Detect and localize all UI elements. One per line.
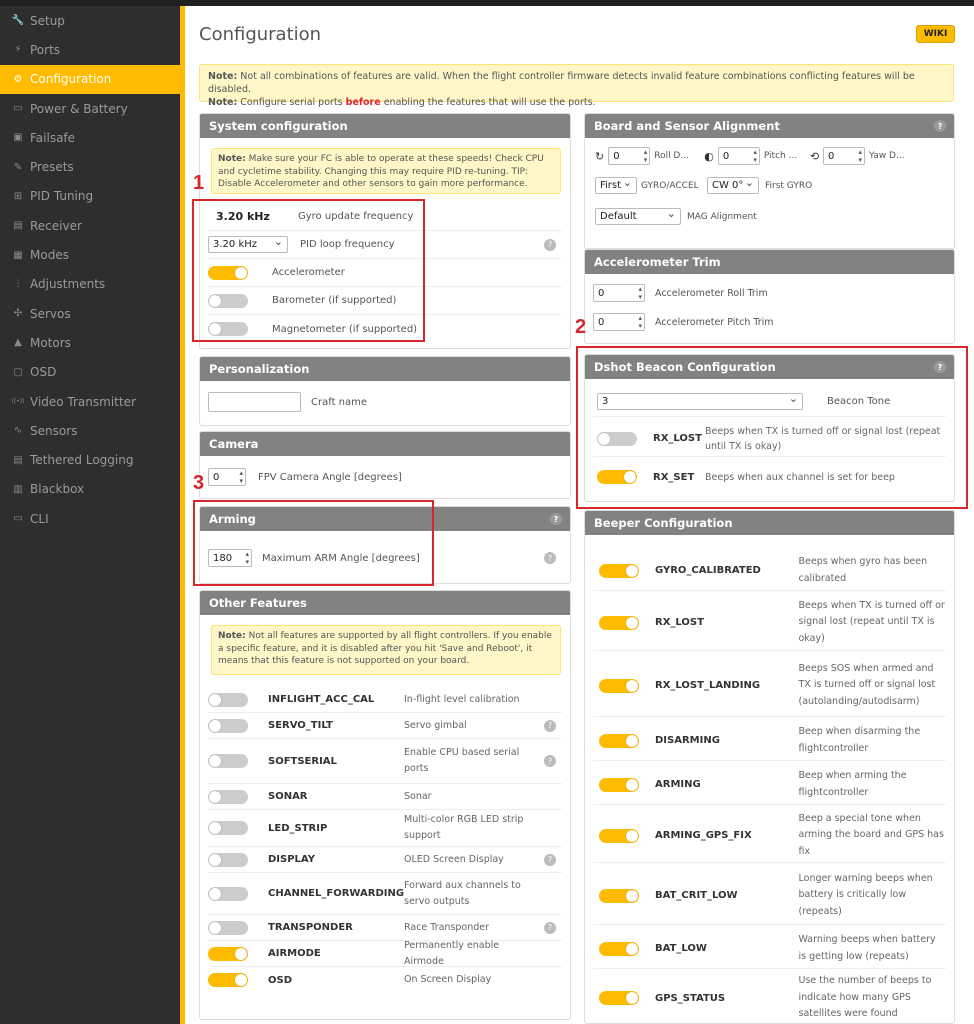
camera-angle-label: FPV Camera Angle [degrees]	[258, 471, 402, 483]
beeper-name: BAT_CRIT_LOW	[655, 890, 738, 901]
sidebar-item-pid-tuning[interactable]	[0, 182, 180, 211]
feature-row	[208, 873, 562, 915]
feature-name: SERVO_TILT	[268, 720, 333, 731]
pid-loop-value: 3.20 kHz	[213, 239, 258, 250]
beeper-description: Use the number of beeps to indicate how many GPS satellites were found	[798, 975, 932, 1020]
craft-name-input[interactable]	[208, 392, 301, 412]
panel-header	[200, 114, 570, 138]
wiki-button[interactable]: WIKI	[916, 25, 955, 43]
acc-pitch-trim-input[interactable]	[593, 313, 645, 331]
beeper-row	[593, 973, 946, 1023]
failsafe-icon: ▣	[13, 132, 23, 144]
sidebar-item-blackbox[interactable]	[0, 475, 180, 504]
sidebar-item-osd[interactable]	[0, 358, 180, 387]
note-text-2-pre: Configure serial ports	[240, 97, 343, 108]
arm-angle-input[interactable]	[208, 549, 252, 567]
presets-icon: ✎	[13, 161, 23, 173]
first-gyro-label: First GYRO	[765, 180, 813, 191]
gyro-update-value: 3.20 kHz	[216, 210, 270, 223]
system-note-text: Make sure your FC is able to operate at these speeds! Check CPU and cycletime stability. Changing this may require PID re-tuning. TIP: Disable Accelerometer and other sensors to gain more performance.	[218, 154, 544, 189]
note-text-2-post: enabling the features that will use the ports.	[383, 97, 596, 108]
feature-description: OLED Screen Display	[404, 853, 504, 865]
feature-name: DISPLAY	[268, 854, 315, 865]
other-features-note-text: Not all features are supported by all flight controllers. If you enable a specific feature, and it is disabled after you hit 'Save and Reboot', it means that this feature is not supported on your board.	[218, 631, 552, 666]
sidebar-item-label: OSD	[30, 365, 57, 380]
yaw-input[interactable]	[823, 147, 865, 165]
feature-row	[208, 713, 562, 739]
beeper-toggle[interactable]	[599, 991, 639, 1005]
servo-icon: ✣	[13, 308, 23, 320]
sidebar-item-sensors[interactable]	[0, 416, 180, 445]
pitch-input[interactable]	[718, 147, 760, 165]
sidebar-item-tethered-logging[interactable]	[0, 445, 180, 474]
feature-row	[208, 847, 562, 873]
panel-title: Dshot Beacon Configuration	[594, 360, 776, 374]
dshot-name: RX_LOST	[653, 433, 702, 444]
receiver-icon: ▤	[13, 220, 23, 232]
beeper-description: Longer warning beeps when battery is critically low (repeats)	[798, 872, 933, 917]
system-note	[211, 148, 561, 194]
yaw-label: Yaw D...	[869, 151, 905, 161]
feature-row	[208, 810, 562, 847]
help-icon[interactable]: ?	[550, 513, 562, 525]
beeper-description: Beep a special tone when arming the board and GPS has fix	[798, 812, 944, 857]
sidebar-item-label: Setup	[30, 13, 65, 28]
beeper-configuration-panel	[584, 510, 955, 1024]
annotation-label-1: 1	[193, 172, 205, 194]
beeper-row	[593, 929, 946, 969]
sidebar	[0, 6, 180, 1024]
sidebar-item-label: Tethered Logging	[30, 453, 134, 468]
panel-header	[200, 591, 570, 615]
sidebar-item-ports[interactable]	[0, 35, 180, 64]
beeper-toggle[interactable]	[599, 564, 639, 578]
battery-icon: ▭	[13, 103, 23, 115]
feature-name: SONAR	[268, 791, 308, 802]
sidebar-item-label: Adjustments	[30, 277, 106, 292]
mag-alignment-row	[595, 208, 757, 225]
beeper-toggle[interactable]	[599, 942, 639, 956]
panel-title: Arming	[209, 512, 256, 526]
feature-description: Multi-color RGB LED strip support	[404, 814, 524, 841]
help-icon[interactable]: ?	[544, 552, 556, 564]
camera-angle-row	[208, 462, 562, 492]
beeper-name: RX_LOST	[655, 617, 704, 628]
feature-toggle[interactable]	[208, 853, 248, 867]
acc-roll-trim-value: 0	[598, 287, 605, 299]
feature-row	[208, 941, 562, 967]
gyro-update-label: Gyro update frequency	[298, 211, 414, 222]
acc-pitch-trim-label: Accelerometer Pitch Trim	[655, 316, 774, 328]
other-features-note	[211, 625, 561, 675]
panel-header	[585, 511, 954, 535]
barometer-label: Barometer (if supported)	[272, 295, 397, 306]
feature-toggle[interactable]	[208, 887, 248, 901]
beeper-toggle[interactable]	[599, 679, 639, 693]
beeper-description: Beep when arming the flightcontroller	[798, 770, 907, 798]
beacon-tone-select[interactable]	[597, 393, 803, 410]
panel-header	[585, 250, 954, 274]
beeper-toggle[interactable]	[599, 778, 639, 792]
sidebar-item-label: Sensors	[30, 423, 78, 438]
acc-roll-trim-row	[593, 284, 768, 302]
system-configuration-panel	[199, 113, 571, 349]
pitch-icon: ◐	[704, 149, 714, 163]
camera-panel	[199, 431, 571, 499]
accelerometer-row	[208, 259, 562, 287]
feature-description: In-flight level calibration	[404, 693, 520, 705]
beacon-tone-label: Beacon Tone	[827, 396, 891, 407]
yaw-icon: ⟲	[809, 149, 820, 163]
beeper-row	[593, 809, 946, 863]
sidebar-item-label: Power & Battery	[30, 101, 128, 116]
help-icon[interactable]: ?	[544, 755, 556, 767]
feature-name: INFLIGHT_ACC_CAL	[268, 694, 375, 705]
beeper-row	[593, 721, 946, 761]
feature-description: Sonar	[404, 790, 432, 802]
panel-header	[585, 114, 954, 138]
panel-header	[585, 355, 954, 379]
dshot-description: Beeps when TX is turned off or signal lost (repeat until TX is okay)	[705, 425, 941, 452]
feature-row	[208, 739, 562, 784]
dshot-toggle[interactable]	[597, 470, 637, 484]
sidebar-item-servos[interactable]	[0, 299, 180, 328]
dshot-row	[593, 459, 946, 495]
pid-loop-label: PID loop frequency	[300, 239, 395, 250]
note-text-1: Not all combinations of features are valid. When the flight controller firmware detects invalid feature combinations conflicting features will be disabled.	[208, 71, 915, 95]
feature-toggle[interactable]	[208, 921, 248, 935]
dshot-name: RX_SET	[653, 471, 695, 483]
accelerometer-trim-panel	[584, 249, 955, 344]
beeper-name: ARMING	[655, 779, 701, 790]
feature-toggle[interactable]	[208, 947, 248, 961]
pitch-value: 0	[722, 150, 730, 162]
feature-name: AIRMODE	[268, 948, 321, 959]
gyro-first-select[interactable]	[595, 177, 637, 194]
beeper-description: Beep when disarming the flightcontroller	[798, 726, 921, 754]
dshot-beacon-panel	[584, 354, 955, 502]
feature-description: Enable CPU based serial ports	[404, 747, 520, 774]
other-features-panel	[199, 590, 571, 1020]
roll-label: Roll D...	[654, 151, 689, 161]
sidebar-item-adjustments[interactable]	[0, 270, 180, 299]
wrench-icon: 🔧	[11, 15, 25, 27]
sidebar-item-label: Receiver	[30, 218, 82, 233]
arm-angle-row	[208, 543, 562, 573]
feature-toggle[interactable]	[208, 973, 248, 987]
help-icon[interactable]: ?	[544, 854, 556, 866]
sidebar-item-presets[interactable]	[0, 152, 180, 181]
feature-description: Forward aux channels to servo outputs	[404, 879, 521, 907]
beeper-toggle[interactable]	[599, 829, 639, 843]
panel-header	[200, 357, 570, 381]
vtx-icon: ((•))	[11, 398, 25, 405]
acc-pitch-trim-value: 0	[598, 316, 605, 328]
main-content	[185, 6, 974, 1024]
feature-toggle[interactable]	[208, 693, 248, 707]
panel-header	[200, 432, 570, 456]
note-label: Note:	[218, 154, 246, 164]
panel-title: Beeper Configuration	[594, 516, 733, 530]
panel-title: Personalization	[209, 362, 310, 376]
acc-roll-trim-input[interactable]	[593, 284, 645, 302]
acc-pitch-trim-row	[593, 313, 774, 331]
note-text-2-bold: before	[345, 97, 381, 108]
beeper-toggle[interactable]	[599, 616, 639, 630]
plug-icon: ⚡	[14, 44, 22, 56]
barometer-row	[208, 287, 562, 315]
personalization-panel	[199, 356, 571, 426]
feature-name: SOFTSERIAL	[268, 755, 337, 767]
feature-name: OSD	[268, 974, 293, 986]
mag-alignment-label: MAG Alignment	[687, 211, 757, 222]
sidebar-nav	[0, 6, 180, 533]
modes-icon: ▦	[13, 249, 23, 261]
pid-icon: ⊞	[13, 190, 23, 202]
sidebar-item-label: Failsafe	[30, 130, 76, 145]
craft-name-row	[208, 387, 562, 417]
sidebar-item-receiver[interactable]	[0, 211, 180, 240]
sidebar-item-label: Modes	[30, 248, 69, 263]
mag-alignment-value: Default	[600, 211, 637, 222]
annotation-label-3: 3	[193, 472, 205, 494]
help-icon[interactable]: ?	[934, 361, 946, 373]
feature-name: CHANNEL_FORWARDING	[268, 888, 405, 899]
panel-title: Camera	[209, 437, 259, 451]
sidebar-item-label: CLI	[30, 511, 49, 526]
adjustments-icon: ⫶	[16, 278, 20, 290]
help-icon[interactable]: ?	[544, 720, 556, 732]
help-icon[interactable]: ?	[544, 239, 556, 251]
sidebar-item-motors[interactable]	[0, 328, 180, 357]
sensors-icon: ∿	[13, 425, 23, 437]
feature-toggle[interactable]	[208, 790, 248, 804]
beeper-row	[593, 595, 946, 651]
feature-description: On Screen Display	[404, 974, 492, 985]
sidebar-item-label: Presets	[30, 160, 74, 175]
board-alignment-panel	[584, 113, 955, 249]
feature-row	[208, 967, 562, 993]
cli-icon: ▭	[13, 513, 23, 525]
beeper-description: Beeps when TX is turned off or signal lost (repeat until TX is okay)	[798, 599, 945, 644]
sidebar-item-failsafe[interactable]	[0, 123, 180, 152]
gyro-align-select[interactable]	[707, 177, 759, 194]
annotation-label-2: 2	[575, 316, 587, 338]
mag-alignment-select[interactable]	[595, 208, 681, 225]
pid-loop-row	[208, 231, 562, 259]
camera-angle-value: 0	[213, 471, 220, 483]
panel-title: System configuration	[209, 119, 348, 133]
note-label: Note:	[208, 97, 238, 108]
gyro-alignment-row	[595, 177, 812, 194]
gyro-align-value: CW 0°	[712, 180, 744, 191]
sidebar-item-label: Motors	[30, 335, 71, 350]
note-label: Note:	[208, 71, 238, 82]
feature-name: LED_STRIP	[268, 822, 328, 834]
magnetometer-label: Magnetometer (if supported)	[272, 323, 418, 335]
acc-roll-trim-label: Accelerometer Roll Trim	[655, 287, 768, 299]
beeper-description: Beeps when gyro has been calibrated	[798, 556, 928, 584]
blackbox-icon: ▥	[13, 483, 23, 495]
beeper-toggle[interactable]	[599, 734, 639, 748]
panel-title: Board and Sensor Alignment	[594, 119, 780, 133]
sidebar-item-video-transmitter[interactable]	[0, 387, 180, 416]
magnetometer-toggle[interactable]	[208, 322, 248, 336]
barometer-toggle[interactable]	[208, 294, 248, 308]
feature-toggle[interactable]	[208, 719, 248, 733]
beeper-row	[593, 551, 946, 591]
beeper-name: DISARMING	[655, 735, 720, 746]
sidebar-item-cli[interactable]	[0, 504, 180, 533]
roll-input[interactable]	[608, 147, 650, 165]
panel-title: Other Features	[209, 596, 307, 610]
help-icon[interactable]: ?	[934, 120, 946, 132]
sidebar-item-label: Video Transmitter	[30, 394, 136, 409]
beeper-description: Warning beeps when battery is getting low (repeats)	[798, 934, 936, 962]
sidebar-item-power-battery[interactable]	[0, 94, 180, 123]
sidebar-item-label: PID Tuning	[30, 189, 94, 204]
dshot-row	[593, 421, 946, 457]
sidebar-item-label: Configuration	[30, 72, 112, 87]
help-icon[interactable]: ?	[544, 922, 556, 934]
feature-description: Permanently enable Airmode	[404, 939, 500, 967]
alignment-row	[595, 147, 905, 165]
beeper-name: BAT_LOW	[655, 943, 707, 954]
top-note	[199, 64, 954, 108]
feature-toggle[interactable]	[208, 821, 248, 835]
sidebar-item-label: Ports	[30, 42, 61, 57]
dshot-toggle[interactable]	[597, 432, 637, 446]
feature-row	[208, 784, 562, 810]
panel-header	[200, 507, 570, 531]
beeper-row	[593, 867, 946, 925]
beacon-tone-row	[593, 387, 946, 417]
sidebar-item-label: Blackbox	[30, 482, 85, 497]
feature-description: Servo gimbal	[404, 719, 467, 731]
beeper-name: GPS_STATUS	[655, 992, 726, 1004]
beacon-tone-value: 3	[602, 396, 609, 407]
feature-description: Race Transponder	[404, 921, 490, 933]
gyro-first-value: First	[600, 180, 622, 191]
gear-icon: ⚙	[13, 73, 23, 85]
gyro-update-row	[208, 203, 562, 231]
roll-icon: ↻	[595, 149, 605, 163]
page-title: Configuration	[199, 24, 322, 45]
beeper-name: GYRO_CALIBRATED	[655, 565, 761, 576]
beeper-toggle[interactable]	[599, 889, 639, 903]
panel-title: Accelerometer Trim	[594, 255, 721, 269]
beeper-row	[593, 765, 946, 805]
pitch-label: Pitch ...	[763, 151, 798, 161]
motor-icon: ▲	[14, 337, 22, 349]
sidebar-item-configuration[interactable]	[0, 65, 180, 94]
arming-panel	[199, 506, 571, 584]
sidebar-item-setup[interactable]	[0, 6, 180, 35]
magnetometer-row	[208, 315, 562, 343]
feature-name: TRANSPONDER	[268, 922, 353, 933]
roll-value: 0	[613, 150, 620, 162]
sidebar-item-modes[interactable]	[0, 240, 180, 269]
accelerometer-toggle[interactable]	[208, 266, 248, 280]
arm-angle-value: 180	[213, 552, 233, 564]
craft-name-label: Craft name	[311, 396, 368, 408]
yaw-value: 0	[828, 150, 835, 162]
note-label: Note:	[218, 631, 246, 641]
osd-icon: ▢	[13, 366, 23, 378]
beeper-description: Beeps SOS when armed and TX is turned off or signal lost (autolanding/autodisarm)	[798, 662, 936, 707]
pid-loop-select[interactable]	[208, 236, 288, 253]
dshot-description: Beeps when aux channel is set for beep	[705, 471, 895, 483]
feature-row	[208, 687, 562, 713]
tethered-logging-icon: ▤	[13, 454, 23, 466]
accelerometer-label: Accelerometer	[272, 267, 345, 278]
arm-angle-label: Maximum ARM Angle [degrees]	[262, 552, 420, 564]
beeper-name: ARMING_GPS_FIX	[655, 830, 752, 841]
beeper-row	[593, 655, 946, 717]
sidebar-item-label: Servos	[30, 306, 71, 321]
beeper-name: RX_LOST_LANDING	[655, 680, 761, 691]
gyro-accel-label: GYRO/ACCEL	[641, 180, 699, 191]
feature-toggle[interactable]	[208, 754, 248, 768]
camera-angle-input[interactable]	[208, 468, 246, 486]
